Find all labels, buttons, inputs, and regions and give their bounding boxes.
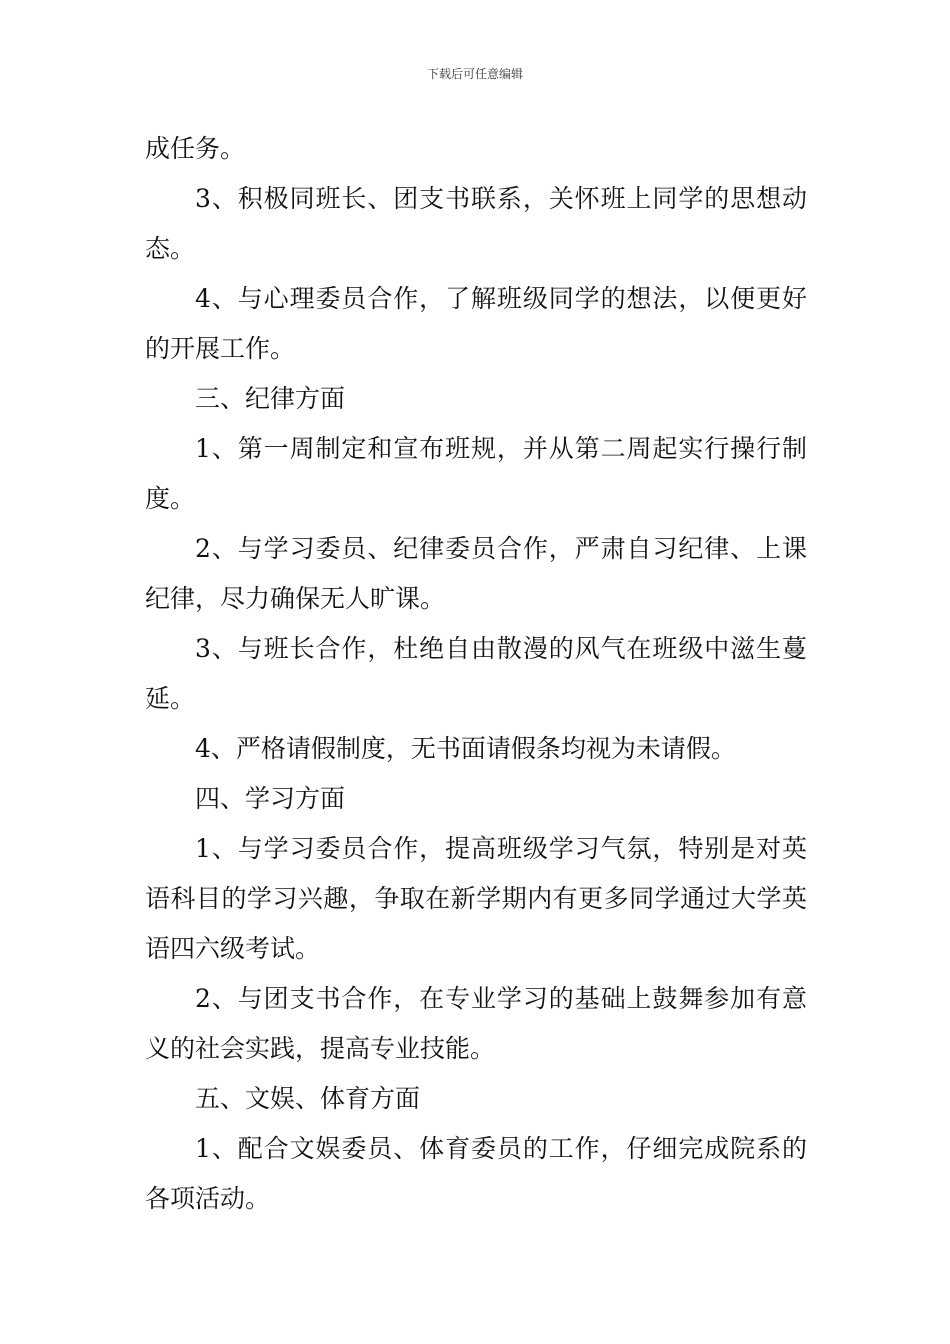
paragraph: 1、第一周制定和宣布班规，并从第二周起实行操行制度。 [145,434,807,513]
paragraph: 4、严格请假制度，无书面请假条均视为未请假。 [195,734,736,763]
paragraph: 4、与心理委员合作，了解班级同学的想法，以便更好的开展工作。 [145,284,807,363]
document-body [145,124,807,1224]
paragraph: 成任务。 [145,134,246,163]
paragraph: 1、配合文娱委员、体育委员的工作，仔细完成院系的各项活动。 [145,1134,807,1213]
paragraph: 1、与学习委员合作，提高班级学习气氛，特别是对英语科目的学习兴趣，争取在新学期内有更多同学通过大学英语四六级考试。 [145,834,807,963]
page-header-note: 下载后可任意编辑 [426,67,523,81]
section-heading: 五、文娱、体育方面 [195,1084,421,1113]
section-heading: 三、纪律方面 [195,384,346,413]
paragraph: 3、与班长合作，杜绝自由散漫的风气在班级中滋生蔓延。 [145,634,807,713]
paragraph: 2、与团支书合作，在专业学习的基础上鼓舞参加有意义的社会实践，提高专业技能。 [145,984,807,1063]
paragraph: 3、积极同班长、团支书联系，关怀班上同学的思想动态。 [145,184,807,263]
paragraph: 2、与学习委员、纪律委员合作，严肃自习纪律、上课纪律，尽力确保无人旷课。 [145,534,807,613]
section-heading: 四、学习方面 [195,784,346,813]
